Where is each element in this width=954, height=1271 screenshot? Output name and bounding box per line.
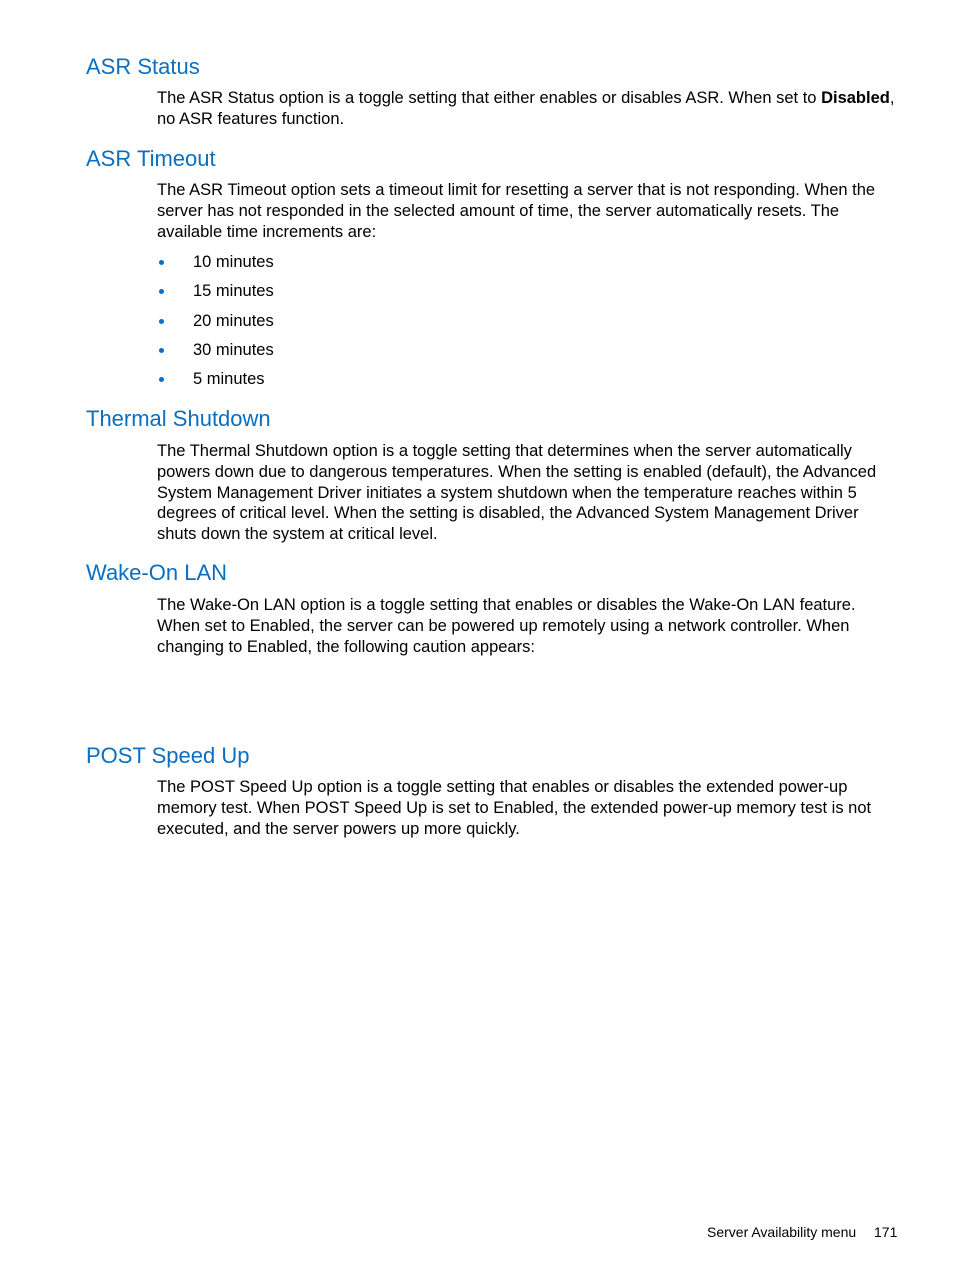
bullet-icon (159, 289, 164, 294)
list-item-label: 10 minutes (193, 253, 274, 271)
bullet-icon (159, 348, 164, 353)
heading-wake-on-lan: Wake-On LAN (86, 560, 228, 585)
asr-status-description (157, 88, 902, 130)
heading-asr-status: ASR Status (86, 54, 200, 79)
heading-thermal-shutdown: Thermal Shutdown (86, 406, 271, 431)
page-number: 171 (874, 1224, 898, 1240)
asr-timeout-description: The ASR Timeout option sets a timeout limit for resetting a server that is not responding. When the server has not responded in the selected amount of time, the server automatically resets. The available time increments are: (157, 181, 876, 241)
footer-section-label: Server Availability menu (707, 1224, 857, 1240)
list-item-label: 20 minutes (193, 311, 274, 330)
list-item-label: 30 minutes (193, 340, 274, 359)
list-item-label: 15 minutes (193, 282, 274, 301)
bullet-icon (159, 319, 164, 324)
bullet-icon (159, 377, 164, 382)
heading-asr-timeout: ASR Timeout (86, 146, 216, 171)
asr-status-text-bold: Disabled (821, 89, 890, 107)
asr-status-text-before: The ASR Status option is a toggle setting that either enables or disables ASR. When set to (157, 89, 822, 107)
post-speed-up-description: The POST Speed Up option is a toggle setting that enables or disables the extended power-up memory test. When POST Speed Up is set to Enabled, the extended power-up memory test is not executed, and the server powers up more quickly. (157, 778, 872, 838)
thermal-shutdown-description: The Thermal Shutdown option is a toggle setting that determines when the server automatically powers down due to dangerous temperatures. When the setting is enabled (default), the Advanced System Management Driver initiates a system shutdown when the temperature reaches within 5 degrees of critical level. When the setting is disabled, the Advanced System Management Driver shuts down the system at critical level. (157, 442, 877, 544)
list-item-label: 5 minutes (193, 370, 265, 389)
wake-on-lan-description: The Wake-On LAN option is a toggle setting that enables or disables the Wake-On LAN feature. When set to Enabled, the server can be powered up remotely using a network controller. When changing to Enabled, the following caution appears: (157, 596, 856, 656)
bullet-icon (159, 260, 164, 265)
heading-post-speed-up: POST Speed Up (86, 743, 250, 768)
asr-status-text-after: , no ASR features function. (157, 89, 895, 128)
